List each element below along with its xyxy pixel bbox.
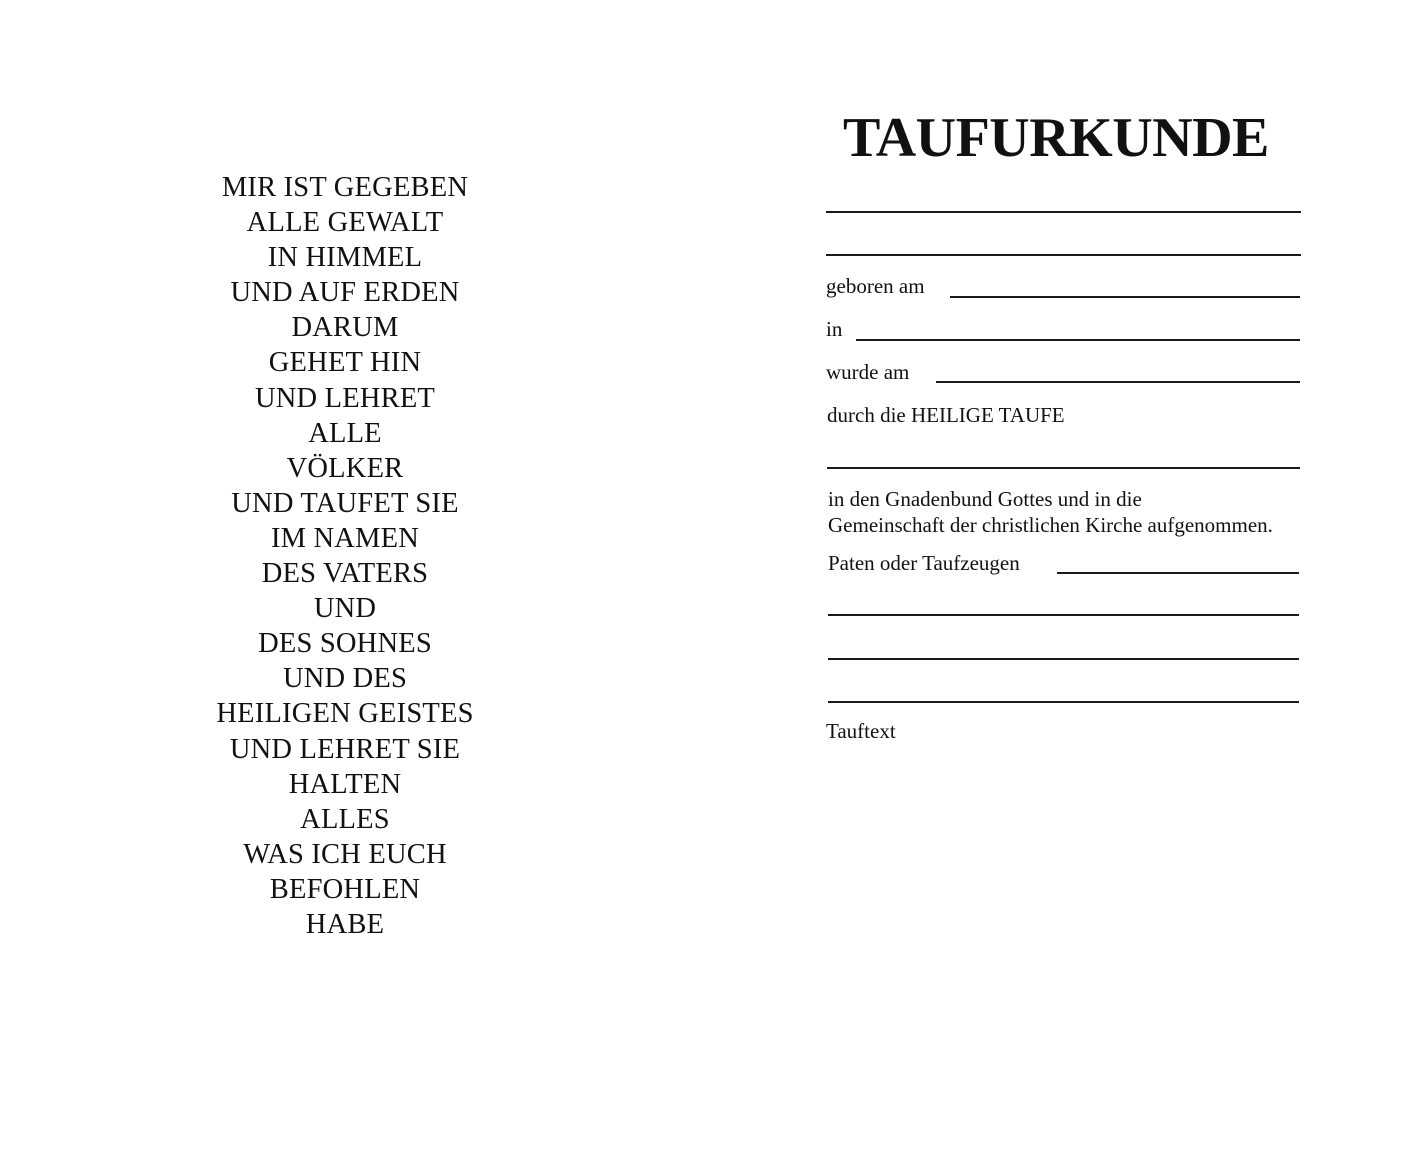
verse-line: UND AUF ERDEN (230, 277, 460, 309)
scripture-verse (145, 170, 545, 942)
name-line[interactable] (826, 211, 1301, 213)
born-label: geboren am (826, 274, 925, 298)
godparents-line[interactable] (828, 658, 1299, 660)
statement-line: in den Gnadenbund Gottes und in die (828, 487, 1142, 511)
statement (828, 486, 1328, 538)
statement-line: Gemeinschaft der christlichen Kirche aufgenommen. (828, 513, 1273, 537)
place-label: in (826, 317, 843, 341)
verse-line: DES SOHNES (258, 628, 432, 660)
godparents-line[interactable] (1057, 572, 1299, 574)
verse-line: ALLES (300, 803, 390, 835)
name-line[interactable] (826, 254, 1301, 256)
verse-line: UND LEHRET (254, 382, 436, 414)
baptism-date-line[interactable] (936, 381, 1300, 383)
godparents-label: Paten oder Taufzeugen (828, 551, 1020, 575)
verse-line: MIR IST GEGEBEN (221, 172, 469, 203)
verse-line: VÖLKER (286, 452, 404, 484)
verse-line: GEHET HIN (268, 347, 422, 379)
verse-line: UND LEHRET SIE (229, 733, 461, 765)
verse-line: IN HIMMEL (267, 242, 423, 274)
godparents-line[interactable] (828, 701, 1299, 703)
birth-date-line[interactable] (950, 296, 1300, 298)
verse-line: DES VATERS (261, 558, 429, 590)
verse-line: HEILIGEN GEISTES (216, 698, 474, 730)
verse-line: ALLE GEWALT (246, 207, 444, 239)
verse-line: UND TAUFET SIE (231, 487, 459, 519)
godparents-line[interactable] (828, 614, 1299, 616)
verse-line: IM NAMEN (270, 522, 420, 554)
verse-line: DARUM (291, 312, 399, 344)
verse-line: HABE (305, 908, 385, 940)
verse-line: HALTEN (288, 768, 402, 800)
right-page (705, 0, 1410, 1172)
verse-line: UND DES (282, 663, 408, 695)
officiant-line[interactable] (827, 467, 1300, 469)
certificate-title: TAUFURKUNDE (843, 107, 1269, 169)
baptism-text: durch die HEILIGE TAUFE (827, 403, 1065, 427)
birth-place-line[interactable] (856, 339, 1300, 341)
baptized-label: wurde am (826, 360, 910, 384)
verse-line: WAS ICH EUCH (243, 838, 447, 870)
baptism-verse-label: Tauftext (826, 719, 896, 743)
verse-line: ALLE (308, 417, 382, 449)
verse-line: BEFOHLEN (269, 873, 421, 905)
verse-line: UND (313, 593, 377, 625)
